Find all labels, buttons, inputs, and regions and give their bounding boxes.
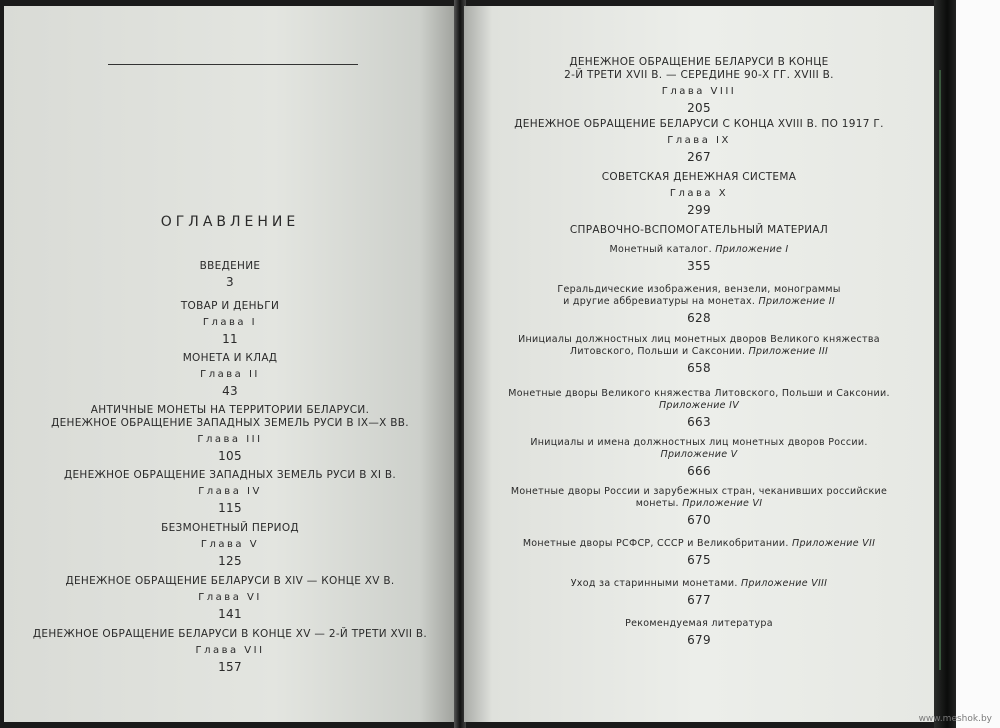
appendix-label: Приложение VI [682,498,763,509]
entry-page: 663 [687,415,711,429]
entry-page: 141 [218,607,242,621]
toc-heading: ОГЛАВЛЕНИЕ [160,214,300,230]
appendix-entry [464,388,934,429]
toc-entry [464,118,934,164]
right-page [464,6,934,722]
appendix-text: Инициалы и имена должностных лиц монетных дворов России. [530,437,868,448]
entry-title: ДЕНЕЖНОЕ ОБРАЩЕНИЕ БЕЛАРУСИ С КОНЦА XVIII В. ПО 1917 Г. [514,118,884,130]
header-rule [108,64,358,65]
appendix-entry [464,486,934,527]
toc-entry [4,469,456,515]
book-cover-edge [934,0,956,728]
toc-entry [4,404,456,463]
entry-title: ВВЕДЕНИЕ [199,260,261,272]
appendix-text: Геральдические изображения, вензели, монограммы и другие аббревиатуры на монетах. [557,284,841,307]
entry-title: ДЕНЕЖНОЕ ОБРАЩЕНИЕ ЗАПАДНЫХ ЗЕМЕЛЬ РУСИ В XI В. [63,469,397,481]
appendix-label: Приложение VII [792,538,876,549]
toc-entry [4,575,456,621]
entry-chapter: Глава V [200,539,260,550]
appendix-label: Приложение III [748,346,829,357]
appendix-label: Приложение II [758,296,835,307]
entry-page: 115 [218,501,242,515]
entry-page: 205 [687,101,711,115]
entry-title: ДЕНЕЖНОЕ ОБРАЩЕНИЕ БЕЛАРУСИ В XIV — КОНЦЕ XV В. [65,575,395,587]
appendix-entry [464,284,934,325]
entry-page: 628 [687,311,711,325]
toc-entry [4,352,456,398]
entry-chapter: Глава X [669,188,729,199]
appendix-text: Рекомендуемая литература [625,618,773,629]
entry-page: 355 [687,259,711,273]
entry-title: ДЕНЕЖНОЕ ОБРАЩЕНИЕ БЕЛАРУСИ В КОНЦЕ 2-Й ТРЕТИ XVII В. — СЕРЕДИНЕ 90-Х ГГ. XVIII В. [564,56,834,81]
entry-page: 267 [687,150,711,164]
appendix-text: Монетные дворы РСФСР, СССР и Великобритании. [522,538,789,549]
entry-chapter: Глава I [202,317,258,328]
entry-chapter: Глава VIII [661,86,737,97]
entry-page: 675 [687,553,711,567]
appendix-label: Приложение IV [658,400,740,411]
watermark: www.meshok.by [918,714,992,724]
toc-entry [4,260,456,289]
toc-entry [4,300,456,346]
entry-page: 11 [222,332,238,346]
entry-page: 125 [218,554,242,568]
appendix-entry [464,618,934,647]
appendix-text: Инициалы должностных лиц монетных дворов Великого княжества Литовского, Польши и Саксонии. [518,334,880,357]
background-margin [956,0,1000,728]
entry-title: ТОВАР И ДЕНЬГИ [180,300,280,312]
appendix-entry [464,244,934,273]
appendix-text: Монетные дворы Великого княжества Литовского, Польши и Саксонии. [508,388,890,399]
entry-chapter: Глава III [197,434,263,445]
entry-page: 299 [687,203,711,217]
entry-title: СПРАВОЧНО-ВСПОМОГАТЕЛЬНЫЙ МАТЕРИАЛ [569,224,829,236]
appendix-label: Приложение VIII [740,578,828,589]
entry-page: 105 [218,449,242,463]
entry-page: 670 [687,513,711,527]
entry-chapter: Глава IV [198,486,262,497]
appendix-entry [464,334,934,375]
appendix-entry [464,437,934,478]
toc-entry [4,628,456,674]
toc-entry [464,56,934,115]
appendix-text: Уход за старинными монетами. [570,578,738,589]
entry-title: АНТИЧНЫЕ МОНЕТЫ НА ТЕРРИТОРИИ БЕЛАРУСИ. ДЕНЕЖНОЕ ОБРАЩЕНИЕ ЗАПАДНЫХ ЗЕМЕЛЬ РУСИ В IX—X ВВ. [51,404,409,429]
entry-chapter: Глава VI [198,592,262,603]
entry-chapter: Глава VII [195,645,265,656]
toc-entry [4,522,456,568]
appendix-text: Монетные дворы России и зарубежных стран, чеканивших российские монеты. [510,486,888,509]
appendix-entry [464,578,934,607]
entry-title: ДЕНЕЖНОЕ ОБРАЩЕНИЕ БЕЛАРУСИ В КОНЦЕ XV — 2-Й ТРЕТИ XVII В. [32,628,428,640]
entry-page: 666 [687,464,711,478]
left-page [4,6,456,722]
entry-page: 3 [226,275,234,289]
appendix-label: Приложение I [715,244,789,255]
entry-page: 43 [222,384,238,398]
appendix-text: Монетный каталог. [609,244,712,255]
entry-page: 679 [687,633,711,647]
appendix-label: Приложение V [660,449,738,460]
entry-chapter: Глава II [200,369,260,380]
entry-page: 157 [218,660,242,674]
appendix-entry [464,538,934,567]
entry-page: 658 [687,361,711,375]
entry-title: БЕЗМОНЕТНЫЙ ПЕРИОД [161,522,299,534]
entry-page: 677 [687,593,711,607]
toc-entry [464,171,934,217]
entry-chapter: Глава IX [667,135,731,146]
entry-title: СОВЕТСКАЯ ДЕНЕЖНАЯ СИСТЕМА [601,171,797,183]
entry-title: МОНЕТА И КЛАД [182,352,278,364]
toc-section-heading [464,224,934,237]
binding-thread [939,70,941,670]
